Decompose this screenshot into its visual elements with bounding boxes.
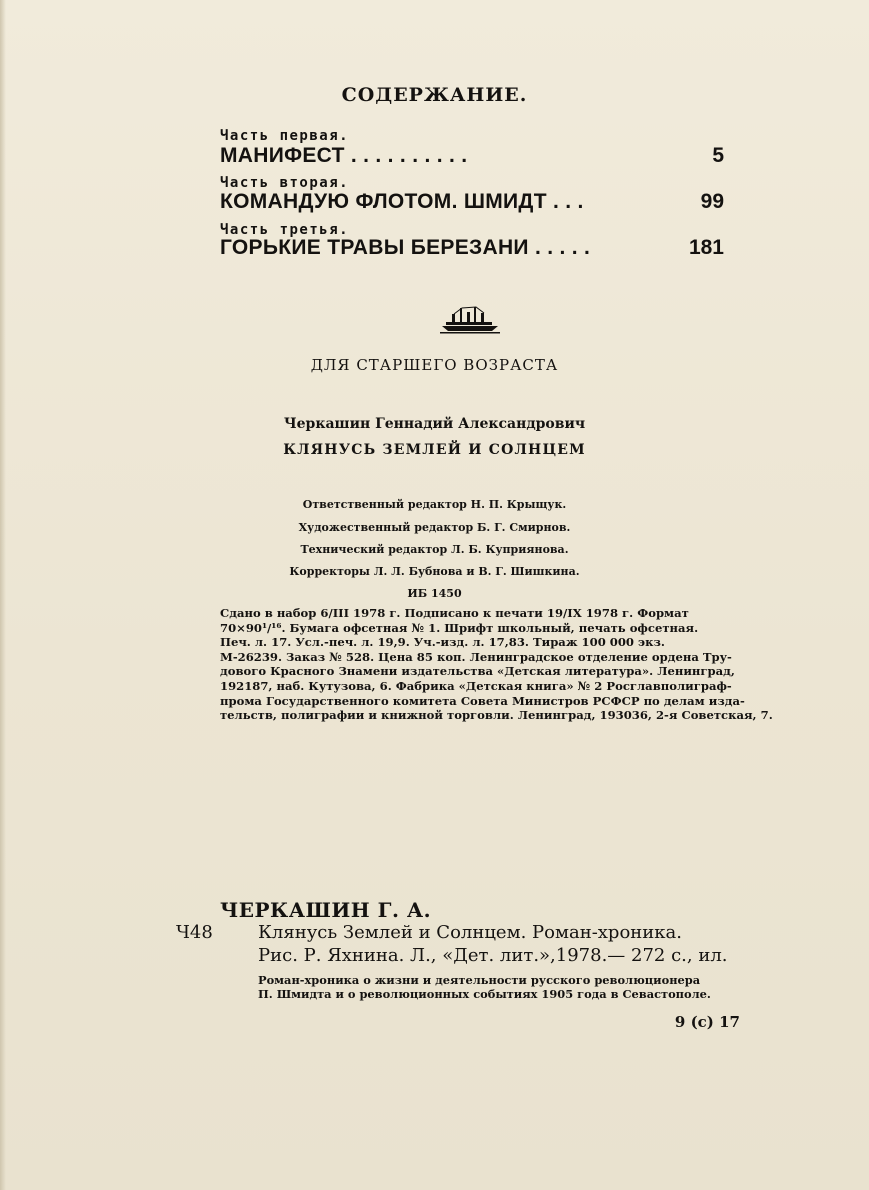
credit-line-1: Ответственный редактор Н. П. Крыщук. xyxy=(302,498,567,511)
catalog-line-2: Рис. Р. Яхнина. Л., «Дет. лит.»,1978.— 272 с., ил. xyxy=(258,945,728,966)
toc-page-3: 181 xyxy=(688,236,724,259)
contents-title: СОДЕРЖАНИЕ. xyxy=(341,84,528,106)
catalog-code: Ч48 xyxy=(176,922,213,943)
toc-part-label-1: Часть первая. xyxy=(220,128,350,144)
catalog-annotation-2: П. Шмидта и о революционных событиях 1905 года в Севастополе. xyxy=(258,987,711,1001)
toc-title-2: КОМАНДУЮ ФЛОТОМ. ШМИДТ . . . xyxy=(220,190,584,213)
catalog-index: 9 (с) 17 xyxy=(674,1013,740,1031)
imprint-line: Печ. л. 17. Усл.-печ. л. 19,9. Уч.-изд. л. 17,83. Тираж 100 000 экз. xyxy=(220,635,665,650)
imprint-line: прома Государственного комитета Совета Министров РСФСР по делам изда- xyxy=(220,693,745,708)
toc-page-1: 5 xyxy=(712,144,724,167)
toc-title-1: МАНИФЕСТ . . . . . . . . . . xyxy=(220,144,468,167)
age-label: ДЛЯ СТАРШЕГО ВОЗРАСТА xyxy=(310,356,559,374)
imprint-line: 192187, наб. Кутузова, 6. Фабрика «Детская книга» № 2 Росглавполиграф- xyxy=(220,678,732,693)
book-title: КЛЯНУСЬ ЗЕМЛЕЙ И СОЛНЦЕМ xyxy=(283,442,586,458)
credit-line-3: Технический редактор Л. Б. Куприянова. xyxy=(300,543,569,556)
credit-line-4: Корректоры Л. Л. Бубнова и В. Г. Шишкина. xyxy=(289,565,580,578)
catalog-line-1: Клянусь Землей и Солнцем. Роман-хроника. xyxy=(258,922,682,943)
imprint-line: тельств, полиграфии и книжной торговли. Ленинград, 193036, 2-я Советская, 7. xyxy=(220,708,773,723)
toc-title-3: ГОРЬКИЕ ТРАВЫ БЕРЕЗАНИ . . . . . xyxy=(220,236,591,259)
imprint-line: 70×90¹/¹⁶. Бумага офсетная № 1. Шрифт школьный, печать офсетная. xyxy=(220,620,699,635)
imprint-line: М-26239. Заказ № 528. Цена 85 коп. Ленинградское отделение ордена Тру- xyxy=(220,649,732,664)
author-full-name: Черкашин Геннадий Александрович xyxy=(283,416,586,432)
imprint-line: Сдано в набор 6/III 1978 г. Подписано к печати 19/IX 1978 г. Формат xyxy=(220,606,689,620)
imprint-line: дового Красного Знамени издательства «Детская литература». Ленинград, xyxy=(220,664,735,679)
ib-number: ИБ 1450 xyxy=(407,587,462,600)
catalog-annotation-1: Роман-хроника о жизни и деятельности русского революционера xyxy=(258,973,701,987)
catalog-author: ЧЕРКАШИН Г. А. xyxy=(220,898,432,922)
toc-page-2: 99 xyxy=(700,190,724,213)
imprint-block xyxy=(220,606,773,723)
toc-part-label-3: Часть третья. xyxy=(220,222,350,238)
publisher-ship-logo xyxy=(440,304,500,334)
credit-line-2: Художественный редактор Б. Г. Смирнов. xyxy=(298,521,571,534)
toc-part-label-2: Часть вторая. xyxy=(220,175,350,191)
